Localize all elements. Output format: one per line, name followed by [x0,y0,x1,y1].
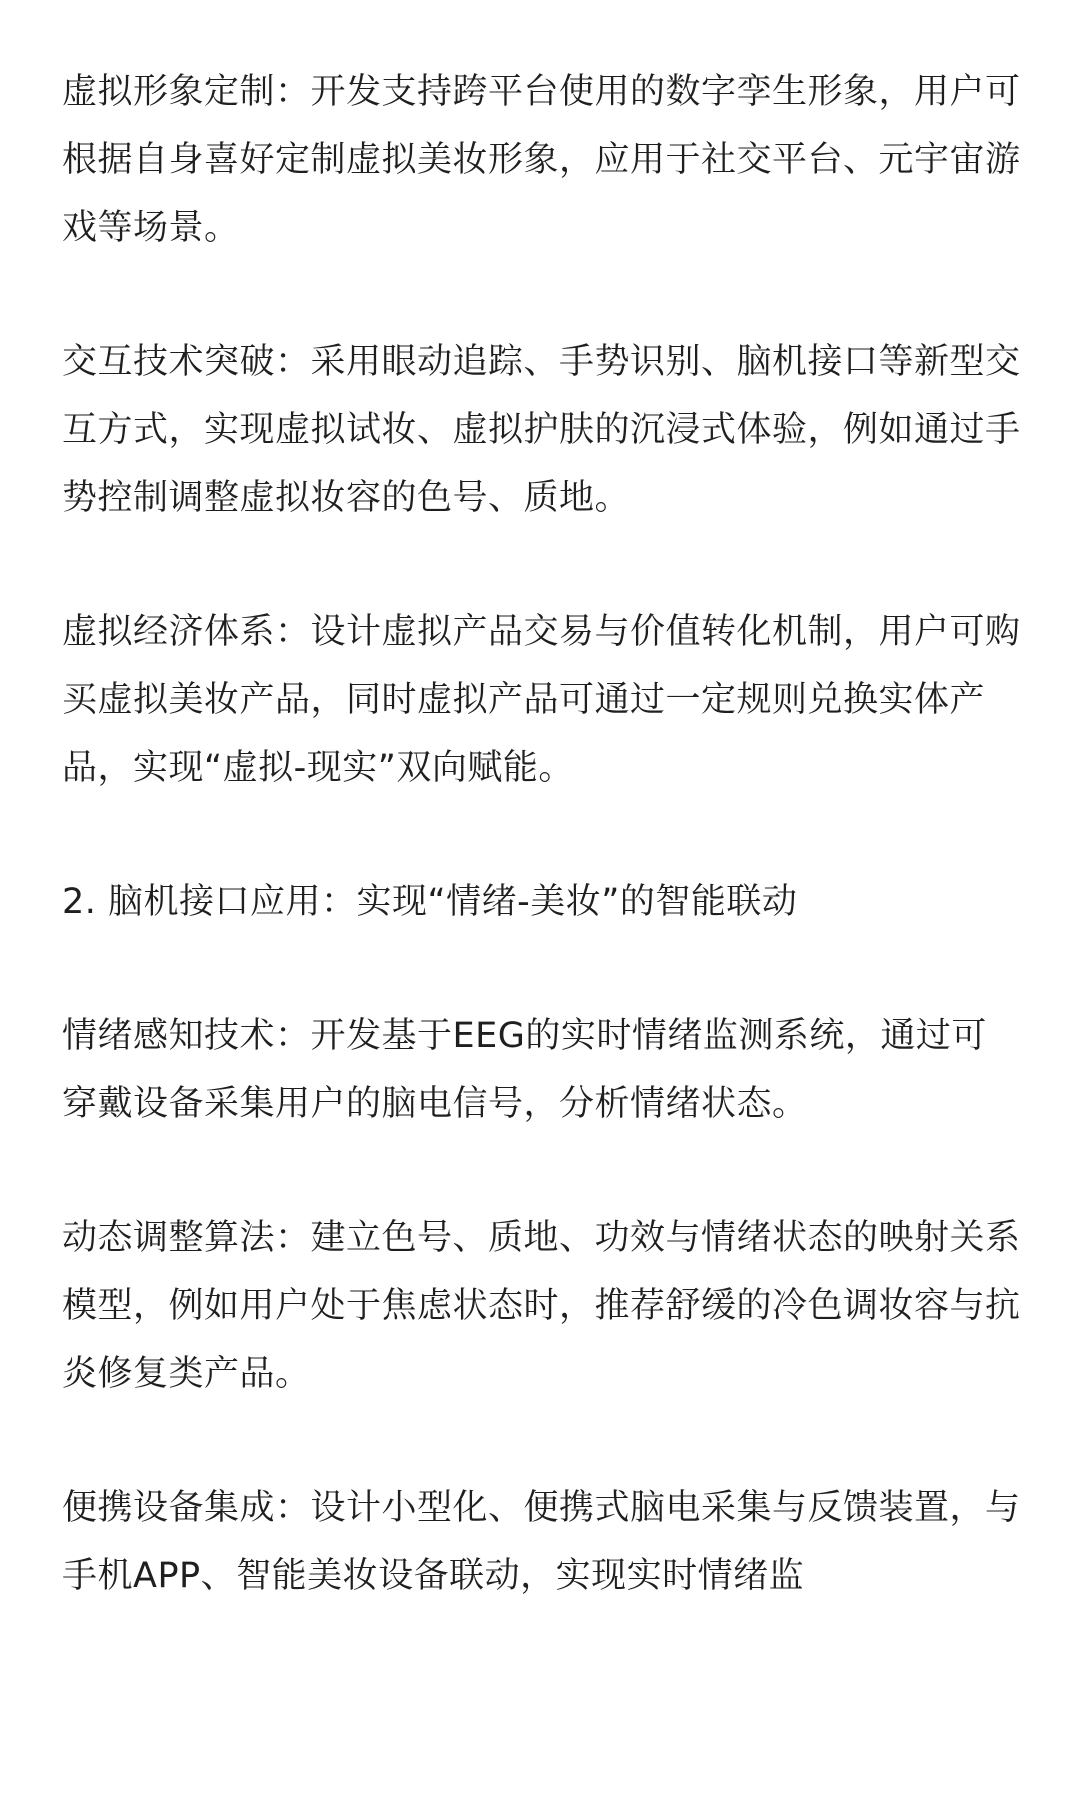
paragraph-dynamic-algorithm: 动态调整算法：建立色号、质地、功效与情绪状态的映射关系模型，例如用户处于焦虑状态时，推荐舒缓的冷色调妆容与抗炎修复类产品。 [62,1218,1021,1394]
paragraph-emotion-sensing: 情绪感知技术：开发基于EEG的实时情绪监测系统，通过可穿戴设备采集用户的脑电信号，分析情绪状态。 [62,1016,987,1124]
article-body [62,58,1022,1676]
paragraph-virtual-avatar: 虚拟形象定制：开发支持跨平台使用的数字孪生形象，用户可根据自身喜好定制虚拟美妆形象，应用于社交平台、元宇宙游戏等场景。 [62,72,1021,248]
paragraph-interaction-tech: 交互技术突破：采用眼动追踪、手势识别、脑机接口等新型交互方式，实现虚拟试妆、虚拟护肤的沉浸式体验，例如通过手势控制调整虚拟妆容的色号、质地。 [62,342,1021,518]
paragraph-portable-device: 便携设备集成：设计小型化、便携式脑电采集与反馈装置，与手机APP、智能美妆设备联动，实现实时情绪监 [62,1488,1021,1596]
section-heading-bci: 2. 脑机接口应用：实现“情绪-美妆”的智能联动 [62,882,798,922]
paragraph-virtual-economy: 虚拟经济体系：设计虚拟产品交易与价值转化机制，用户可购买虚拟美妆产品，同时虚拟产品可通过一定规则兑换实体产品，实现“虚拟-现实”双向赋能。 [62,612,1021,788]
